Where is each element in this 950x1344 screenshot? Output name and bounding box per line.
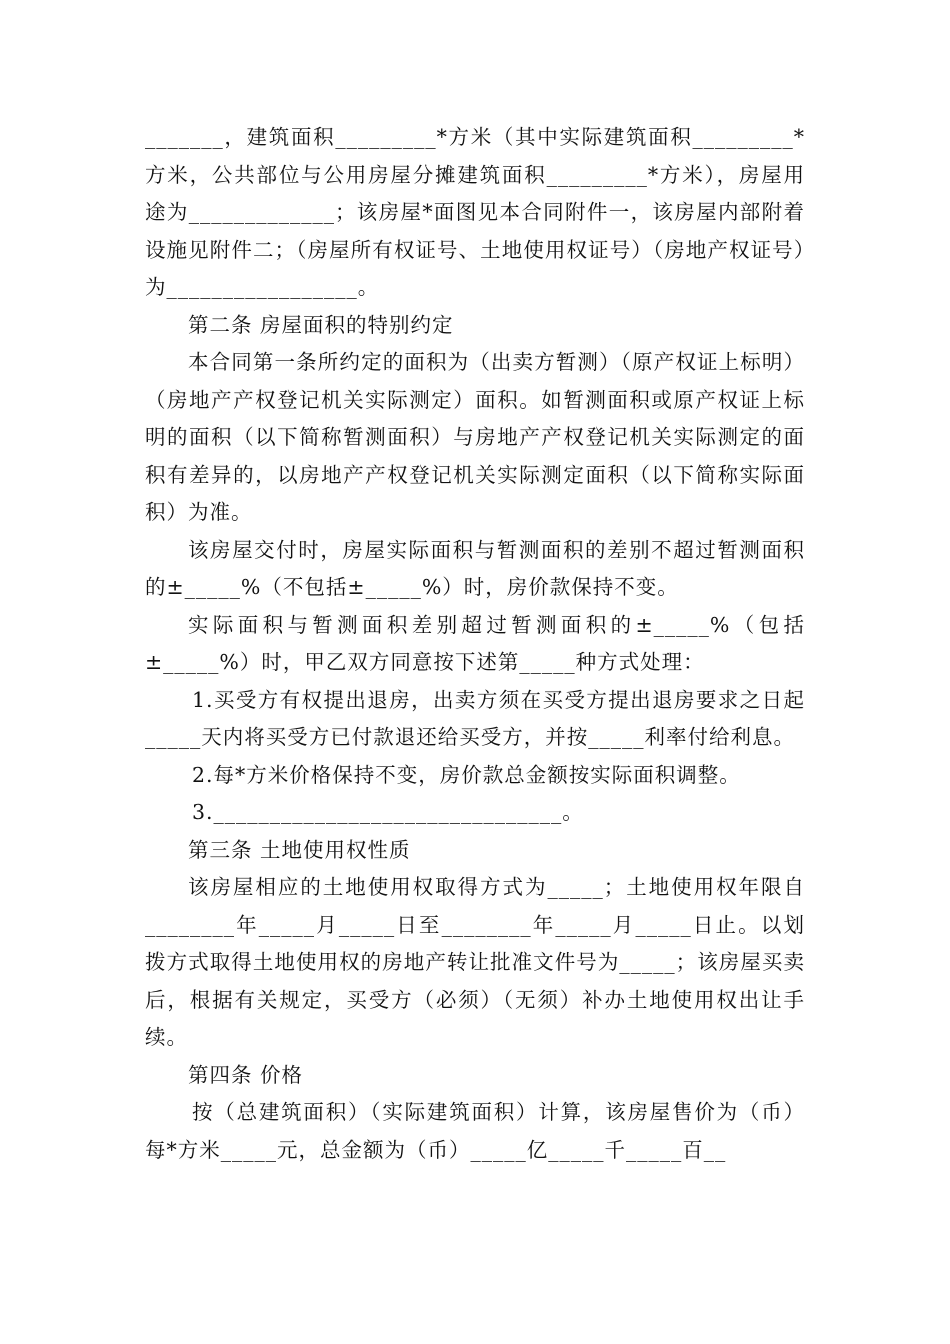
paragraph-1-continuation: _______，建筑面积_________*方米（其中实际建筑面积_________*方米，公共部位与公用房屋分摊建筑面积_________*方米），房屋用途为_____________；该房屋*面图见本合同附件一，该房屋内部附着设施见附件二；（房屋所有权证号、土地使用权证号）（房地产权证号）为_________________。 — [145, 125, 805, 299]
article-4-heading: 第四条 价格 — [188, 1062, 304, 1087]
article-2-clause-1: 本合同第一条所约定的面积为（出卖方暂测）（原产权证上标明）（房地产产权登记机关实际测定）面积。如暂测面积或原产权证上标明的面积（以下简称暂测面积）与房地产产权登记机关实际测定的面积有差异的，以房地产产权登记机关实际测定面积（以下简称实际面积）为准。 — [145, 350, 805, 524]
article-2-option-3: 3._______________________________。 — [192, 800, 584, 824]
article-2-clause-3: 实际面积与暂测面积差别超过暂测面积的±_____%（包括±_____%）时，甲乙双方同意按下述第_____种方式处理： — [145, 612, 805, 674]
article-2-option-1: 1.买受方有权提出退房，出卖方须在买受方提出退房要求之日起_____天内将买受方已付款退还给买受方，并按_____利率付给利息。 — [145, 687, 805, 749]
article-2-clause-2: 该房屋交付时，房屋实际面积与暂测面积的差别不超过暂测面积的±_____%（不包括±_____%）时，房价款保持不变。 — [145, 537, 805, 599]
article-2-option-2: 2.每*方米价格保持不变，房价款总金额按实际面积调整。 — [192, 762, 741, 787]
article-2-heading: 第二条 房屋面积的特别约定 — [188, 312, 454, 337]
article-4-clause-1: 按（总建筑面积）（实际建筑面积）计算，该房屋售价为（币）每*方米_____元，总金额为（币）_____亿_____千_____百__ — [145, 1100, 805, 1162]
article-3-clause-1: 该房屋相应的土地使用权取得方式为_____；土地使用权年限自________年_____月_____日至________年_____月_____日止。以划拨方式取得土地使用权的房地产转让批准文件号为_____；该房屋买卖后，根据有关规定，买受方（必须）（无须）补办土地使用权出让手续。 — [145, 875, 805, 1049]
article-3-heading: 第三条 土地使用权性质 — [188, 837, 411, 862]
